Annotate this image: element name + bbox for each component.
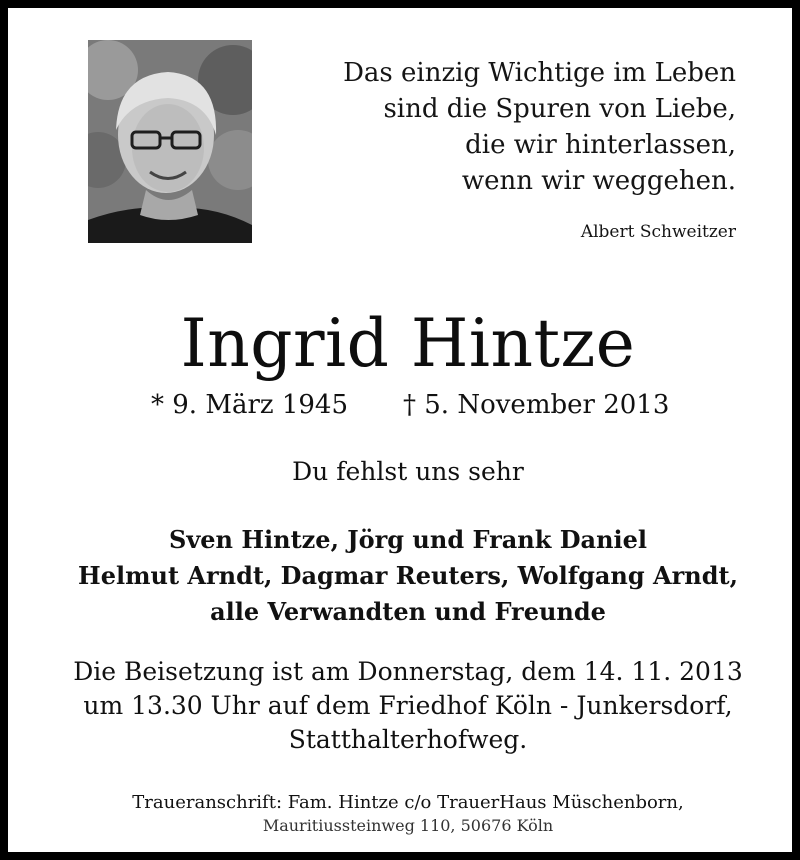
farewell-message: Du fehlst uns sehr: [292, 457, 524, 486]
quote-line: sind die Spuren von Liebe,: [383, 94, 736, 124]
epigraph-quote: [343, 55, 736, 199]
portrait-illustration: [88, 40, 252, 243]
mourners-line: Helmut Arndt, Dagmar Reuters, Wolfgang Arndt,: [78, 561, 738, 590]
funeral-line: Statthalterhofweg.: [288, 725, 528, 754]
death-date: † 5. November 2013: [403, 390, 670, 420]
portrait-photo: [88, 40, 252, 243]
funeral-line: Die Beisetzung ist am Donnerstag, dem 14. 11. 2013: [73, 657, 743, 686]
quote-line: Das einzig Wichtige im Leben: [343, 58, 736, 88]
quote-line: die wir hinterlassen,: [465, 130, 736, 160]
mourning-street: Mauritiussteinweg 110, 50676 Köln: [262, 816, 554, 835]
funeral-details: [8, 655, 800, 757]
funeral-line: um 13.30 Uhr auf dem Friedhof Köln - Junkersdorf,: [83, 691, 733, 720]
mourning-address: Traueranschrift: Fam. Hintze c/o TrauerHaus Müschenborn,: [132, 792, 684, 813]
birth-date: * 9. März 1945: [151, 390, 349, 420]
quote-line: wenn wir weggehen.: [461, 166, 736, 196]
quote-author: Albert Schweitzer: [580, 222, 736, 242]
mourners-line: Sven Hintze, Jörg und Frank Daniel: [168, 525, 648, 554]
deceased-name: Ingrid Hintze: [180, 305, 636, 382]
mourners-line: alle Verwandten und Freunde: [210, 597, 606, 626]
mourners-list: [8, 522, 800, 630]
